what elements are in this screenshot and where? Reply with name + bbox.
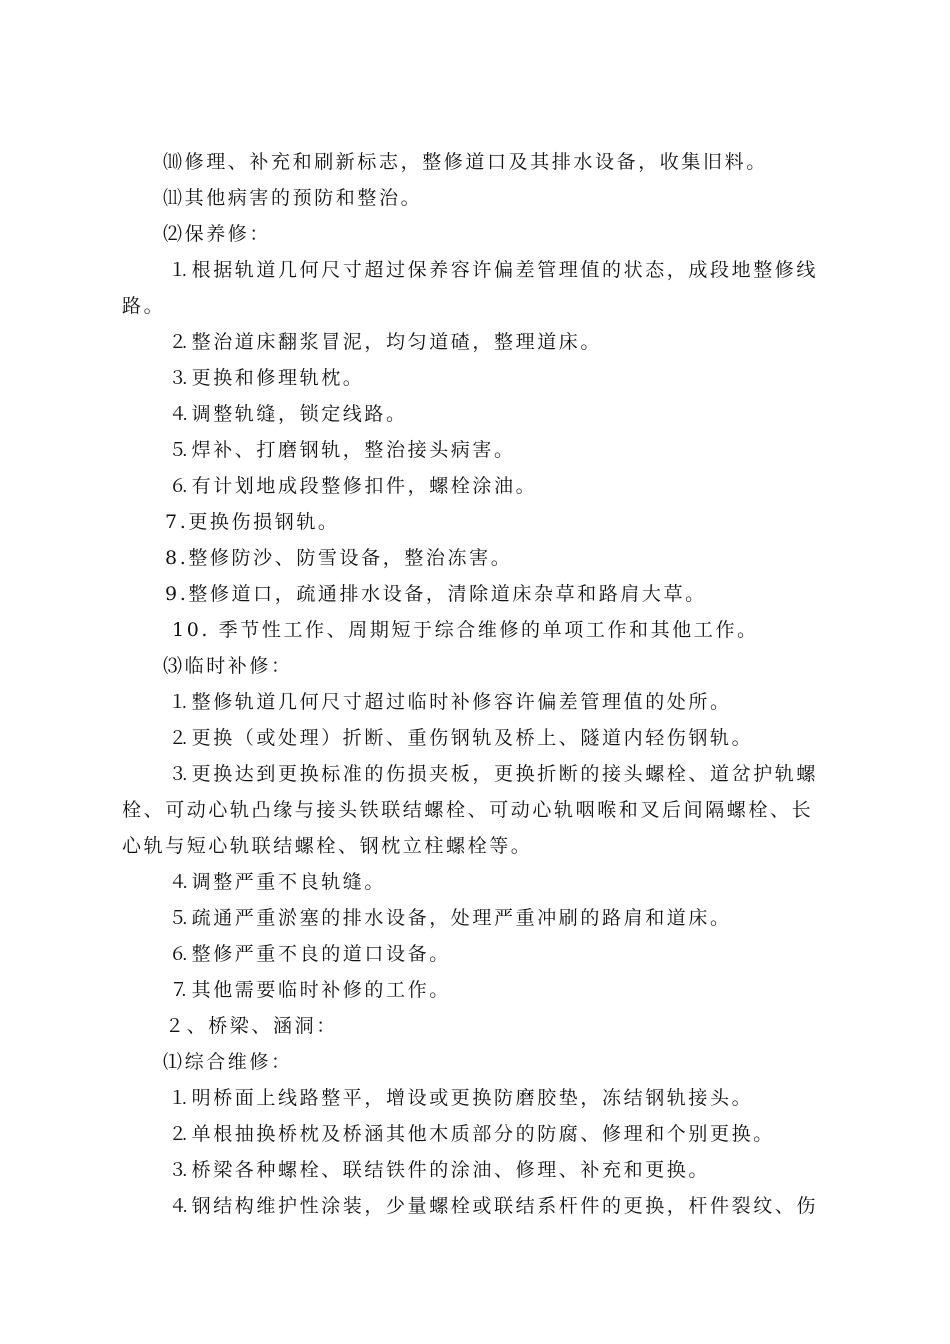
text-line: ⒍整修严重不良的道口设备。 — [170, 943, 451, 965]
text-line: ⒌焊补、打磨钢轨，整治接头病害。 — [170, 439, 516, 461]
text-line: ⒉单根抽换桥枕及桥涵其他木质部分的防腐、修理和个别更换。 — [170, 1123, 775, 1145]
text-line: 心轨与短心轨联结螺栓、钢枕立柱螺栓等。 — [122, 835, 533, 857]
text-line: 栓、可动心轨凸缘与接头铁联结螺栓、可动心轨咽喉和叉后间隔螺栓、长 — [122, 799, 814, 821]
section-heading: ⑵保养修： — [163, 223, 272, 245]
text-line: ⒋调整严重不良轨缝。 — [170, 871, 387, 893]
text-line: 7.更换伤损钢轨。 — [165, 511, 340, 533]
text-line: ⒊更换和修理轨枕。 — [170, 367, 365, 389]
text-line: ⒉更换（或处理）折断、重伤钢轨及桥上、隧道内轻伤钢轨。 — [170, 727, 754, 749]
text-line: ⒎其他需要临时补修的工作。 — [170, 979, 451, 1001]
text-line: ⒋钢结构维护性涂装，少量螺栓或联结系杆件的更换，杆件裂纹、伤 — [170, 1195, 819, 1217]
text-line: 9.整修道口，疏通排水设备，清除道床杂草和路肩大草。 — [165, 583, 707, 605]
text-line: 路。 — [122, 295, 166, 317]
text-line: ⑾其他病害的预防和整治。 — [163, 187, 423, 209]
text-line: ⒉整治道床翻浆冒泥，均匀道碴，整理道床。 — [170, 331, 603, 353]
text-line: ⒈明桥面上线路整平，增设或更换防磨胶垫，冻结钢轨接头。 — [170, 1087, 754, 1109]
text-line: ⒍有计划地成段整修扣件，螺栓涂油。 — [170, 475, 538, 497]
text-line: 10. 季节性工作、周期短于综合维修的单项工作和其他工作。 — [172, 619, 759, 641]
section-heading: ２、桥梁、涵洞： — [165, 1015, 338, 1037]
section-heading: ⑴综合维修： — [163, 1051, 293, 1073]
text-line: ⒈根据轨道几何尺寸超过保养容许偏差管理值的状态，成段地整修线 — [170, 259, 819, 281]
text-line: ⒋调整轨缝，锁定线路。 — [170, 403, 408, 425]
section-heading: ⑶临时补修： — [163, 655, 293, 677]
text-line: ⒈整修轨道几何尺寸超过临时补修容许偏差管理值的处所。 — [170, 691, 732, 713]
text-line: ⑽修理、补充和刷新标志，整修道口及其排水设备，收集旧料。 — [163, 151, 768, 173]
text-line: 8.整修防沙、防雪设备，整治冻害。 — [165, 547, 513, 569]
text-line: ⒊桥梁各种螺栓、联结铁件的涂油、修理、补充和更换。 — [170, 1159, 711, 1181]
text-line: ⒊更换达到更换标准的伤损夹板，更换折断的接头螺栓、道岔护轨螺 — [170, 763, 819, 785]
text-line: ⒌疏通严重淤塞的排水设备，处理严重冲刷的路肩和道床。 — [170, 907, 732, 929]
